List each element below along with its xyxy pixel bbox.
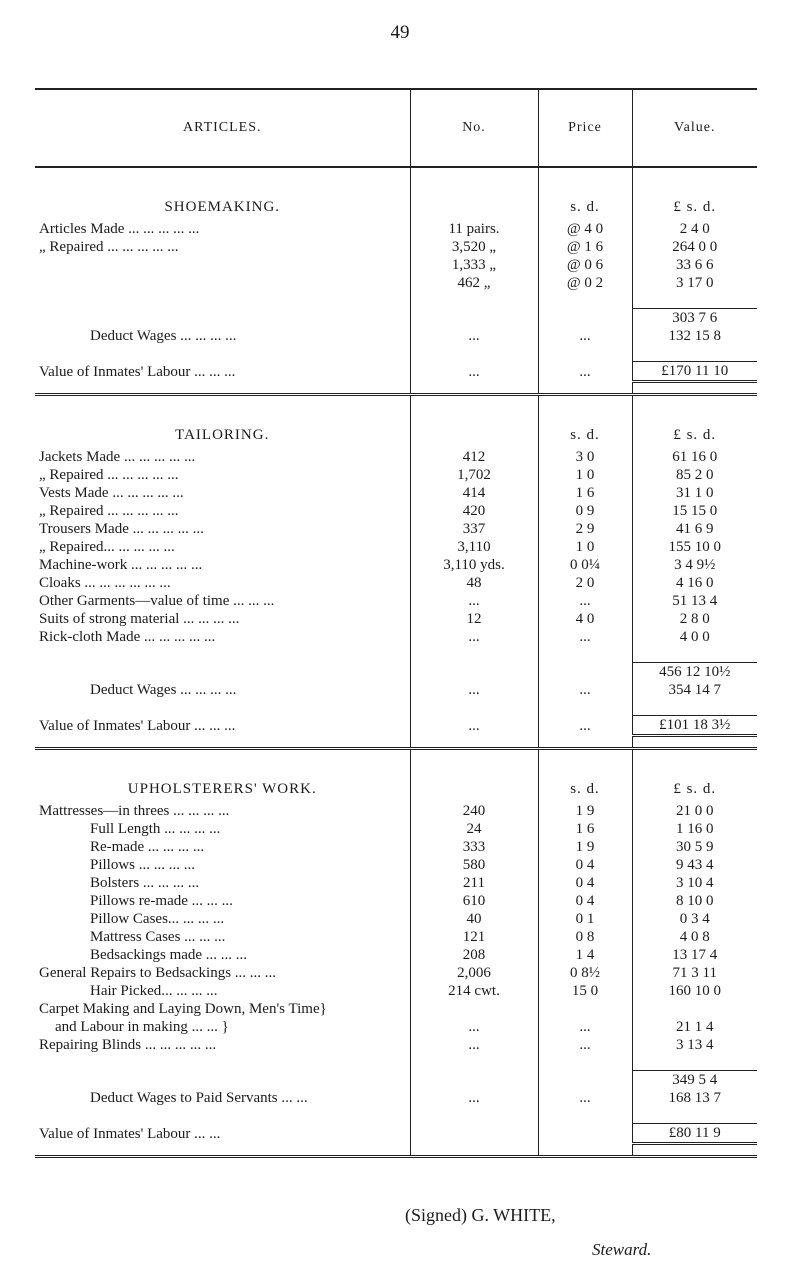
- price-cell: 0 8½: [538, 964, 632, 982]
- table-row: [35, 628, 757, 646]
- quantity-cell: 214 cwt.: [410, 982, 538, 1000]
- quantity-cell: 412: [410, 448, 538, 466]
- inmates-labour-row: [35, 1124, 757, 1144]
- deduct-value: 132 15 8: [632, 327, 757, 345]
- article-label: Jackets Made ... ... ... ... ...: [39, 449, 196, 465]
- table-row: [35, 892, 757, 910]
- value-cell: 2 4 0: [632, 220, 757, 238]
- quantity-cell: [410, 1000, 538, 1018]
- quantity-cell: 333: [410, 838, 538, 856]
- table-row: [35, 910, 757, 928]
- section-heading-row: [35, 167, 757, 220]
- article-label: Mattresses—in threes ... ... ... ...: [39, 803, 230, 819]
- article-label: Pillow Cases... ... ... ...: [90, 911, 225, 927]
- empty-cell: [410, 167, 538, 220]
- empty-cell: [538, 699, 632, 716]
- price-cell: 1 9: [538, 838, 632, 856]
- article-label: Other Garments—value of time ... ... ...: [39, 593, 275, 609]
- empty-cell: [538, 1107, 632, 1124]
- table-row: [35, 1000, 757, 1018]
- article-label: Full Length ... ... ... ...: [90, 821, 221, 837]
- table-row: [35, 484, 757, 502]
- empty-cell: [632, 699, 757, 716]
- empty-cell: [35, 345, 410, 362]
- value-units: £ s. d.: [632, 395, 757, 449]
- quantity-cell: ...: [410, 1036, 538, 1054]
- empty-cell: [35, 382, 410, 395]
- header-articles: ARTICLES.: [35, 89, 410, 167]
- empty-cell: [410, 736, 538, 749]
- quantity-cell: 420: [410, 502, 538, 520]
- table-row: [35, 220, 757, 238]
- deduct-price: ...: [538, 327, 632, 345]
- deduct-wages-label: Deduct Wages ... ... ... ...: [90, 682, 237, 698]
- article-label: Carpet Making and Laying Down, Men's Time}: [39, 1001, 327, 1017]
- empty-cell: [35, 1054, 410, 1071]
- section-heading-row: [35, 395, 757, 449]
- inmates-price: ...: [538, 716, 632, 736]
- table-row: [35, 466, 757, 484]
- price-cell: @ 4 0: [538, 220, 632, 238]
- inmates-no: [410, 1124, 538, 1144]
- value-cell: 13 17 4: [632, 946, 757, 964]
- quantity-cell: ...: [410, 1018, 538, 1036]
- spacer-row: [35, 345, 757, 362]
- price-cell: 0 0¼: [538, 556, 632, 574]
- value-cell: 3 13 4: [632, 1036, 757, 1054]
- section-title: TAILORING.: [175, 427, 270, 443]
- empty-cell: [538, 382, 632, 395]
- subtotal-value: 456 12 10½: [632, 663, 757, 682]
- empty-cell: [538, 345, 632, 362]
- quantity-cell: 208: [410, 946, 538, 964]
- price-cell: 1 6: [538, 820, 632, 838]
- empty-cell: [538, 1054, 632, 1071]
- inmates-labour-label: Value of Inmates' Labour ... ...: [39, 1125, 221, 1142]
- quantity-cell: ...: [410, 592, 538, 610]
- price-cell: 0 9: [538, 502, 632, 520]
- deduct-no: ...: [410, 681, 538, 699]
- quantity-cell: 580: [410, 856, 538, 874]
- value-cell: 61 16 0: [632, 448, 757, 466]
- table-row: [35, 256, 757, 274]
- empty-cell: [410, 1071, 538, 1090]
- empty-cell: [35, 663, 410, 682]
- value-cell: 4 0 8: [632, 928, 757, 946]
- empty-cell: [35, 646, 410, 663]
- empty-cell: [632, 736, 757, 749]
- price-cell: 2 0: [538, 574, 632, 592]
- article-label: Hair Picked... ... ... ...: [90, 983, 218, 999]
- value-cell: 8 10 0: [632, 892, 757, 910]
- header-value: Value.: [632, 89, 757, 167]
- inmates-no: ...: [410, 716, 538, 736]
- labour-value-table: [35, 88, 757, 1158]
- price-cell: ...: [538, 1018, 632, 1036]
- value-cell: 1 16 0: [632, 820, 757, 838]
- table-row: [35, 982, 757, 1000]
- value-cell: 160 10 0: [632, 982, 757, 1000]
- empty-cell: [632, 382, 757, 395]
- inmates-no: ...: [410, 362, 538, 382]
- price-cell: ...: [538, 1036, 632, 1054]
- price-cell: 4 0: [538, 610, 632, 628]
- header-no: No.: [410, 89, 538, 167]
- article-label: „ Repaired... ... ... ... ...: [39, 539, 175, 555]
- table-row: [35, 574, 757, 592]
- quantity-cell: 240: [410, 802, 538, 820]
- empty-cell: [632, 292, 757, 309]
- quantity-cell: 1,333 „: [410, 256, 538, 274]
- value-units: £ s. d.: [632, 167, 757, 220]
- quantity-cell: 610: [410, 892, 538, 910]
- empty-cell: [410, 292, 538, 309]
- article-label: Cloaks ... ... ... ... ... ...: [39, 575, 171, 591]
- empty-cell: [538, 1071, 632, 1090]
- empty-cell: [632, 1107, 757, 1124]
- quantity-cell: 11 pairs.: [410, 220, 538, 238]
- article-label: Bolsters ... ... ... ...: [90, 875, 200, 891]
- value-cell: 3 10 4: [632, 874, 757, 892]
- price-cell: 0 4: [538, 856, 632, 874]
- price-cell: ...: [538, 592, 632, 610]
- quantity-cell: 48: [410, 574, 538, 592]
- subtotal-row: [35, 309, 757, 328]
- empty-cell: [410, 1144, 538, 1157]
- price-cell: 15 0: [538, 982, 632, 1000]
- page-number: 49: [390, 22, 410, 43]
- empty-cell: [632, 1144, 757, 1157]
- price-cell: [538, 1000, 632, 1018]
- price-units: s. d.: [538, 167, 632, 220]
- price-cell: 1 9: [538, 802, 632, 820]
- empty-cell: [538, 292, 632, 309]
- spacer-row: [35, 1054, 757, 1071]
- empty-cell: [410, 345, 538, 362]
- quantity-cell: ...: [410, 628, 538, 646]
- value-cell: 85 2 0: [632, 466, 757, 484]
- value-units: £ s. d.: [632, 749, 757, 803]
- deduct-wages-row: [35, 327, 757, 345]
- quantity-cell: 211: [410, 874, 538, 892]
- section-divider: [35, 736, 757, 749]
- value-cell: 41 6 9: [632, 520, 757, 538]
- price-cell: ...: [538, 628, 632, 646]
- spacer-row: [35, 699, 757, 716]
- inmates-value: £101 18 3½: [632, 716, 757, 736]
- subtotal-row: [35, 1071, 757, 1090]
- empty-cell: [410, 646, 538, 663]
- empty-cell: [35, 736, 410, 749]
- quantity-cell: 12: [410, 610, 538, 628]
- quantity-cell: 1,702: [410, 466, 538, 484]
- table-row: [35, 856, 757, 874]
- deduct-wages-label: Deduct Wages to Paid Servants ... ...: [90, 1090, 308, 1106]
- empty-cell: [410, 395, 538, 449]
- value-cell: 3 17 0: [632, 274, 757, 292]
- table-row: [35, 964, 757, 982]
- value-cell: 0 3 4: [632, 910, 757, 928]
- price-cell: @ 1 6: [538, 238, 632, 256]
- empty-cell: [632, 646, 757, 663]
- value-cell: 4 16 0: [632, 574, 757, 592]
- price-cell: 0 1: [538, 910, 632, 928]
- spacer-row: [35, 1107, 757, 1124]
- quantity-cell: 3,520 „: [410, 238, 538, 256]
- quantity-cell: 2,006: [410, 964, 538, 982]
- price-cell: 0 8: [538, 928, 632, 946]
- table-row: [35, 1036, 757, 1054]
- empty-cell: [538, 309, 632, 328]
- article-label: [35, 256, 410, 274]
- article-label: General Repairs to Bedsackings ... ... ...: [39, 965, 277, 981]
- article-label: Rick-cloth Made ... ... ... ... ...: [39, 629, 216, 645]
- price-cell: 1 6: [538, 484, 632, 502]
- value-cell: 30 5 9: [632, 838, 757, 856]
- article-label: „ Repaired ... ... ... ... ...: [39, 467, 179, 483]
- value-cell: 15 15 0: [632, 502, 757, 520]
- spacer-row: [35, 646, 757, 663]
- article-label: „ Repaired ... ... ... ... ...: [39, 239, 179, 255]
- article-label: Repairing Blinds ... ... ... ... ...: [39, 1037, 217, 1053]
- price-cell: 2 9: [538, 520, 632, 538]
- empty-cell: [35, 1144, 410, 1157]
- price-units: s. d.: [538, 749, 632, 803]
- inmates-price: [538, 1124, 632, 1144]
- empty-cell: [410, 309, 538, 328]
- table-header-row: [35, 89, 757, 167]
- signature-title: Steward.: [592, 1240, 652, 1259]
- value-cell: 71 3 11: [632, 964, 757, 982]
- quantity-cell: 462 „: [410, 274, 538, 292]
- section-divider: [35, 382, 757, 395]
- inmates-labour-label: Value of Inmates' Labour ... ... ...: [39, 363, 236, 380]
- value-cell: 51 13 4: [632, 592, 757, 610]
- table-row: [35, 802, 757, 820]
- price-cell: 0 4: [538, 892, 632, 910]
- empty-cell: [35, 1107, 410, 1124]
- article-label: Mattress Cases ... ... ...: [90, 929, 226, 945]
- price-cell: @ 0 2: [538, 274, 632, 292]
- article-label: „ Repaired ... ... ... ... ...: [39, 503, 179, 519]
- deduct-wages-row: [35, 681, 757, 699]
- quantity-cell: 121: [410, 928, 538, 946]
- value-cell: 4 0 0: [632, 628, 757, 646]
- header-price: Price: [538, 89, 632, 167]
- price-cell: 0 4: [538, 874, 632, 892]
- price-cell: 1 0: [538, 538, 632, 556]
- empty-cell: [35, 699, 410, 716]
- table-row: [35, 928, 757, 946]
- quantity-cell: 337: [410, 520, 538, 538]
- value-cell: 155 10 0: [632, 538, 757, 556]
- inmates-labour-row: [35, 716, 757, 736]
- price-cell: 3 0: [538, 448, 632, 466]
- inmates-value: £170 11 10: [632, 362, 757, 382]
- empty-cell: [35, 309, 410, 328]
- empty-cell: [538, 646, 632, 663]
- value-cell: [632, 1000, 757, 1018]
- value-cell: 9 43 4: [632, 856, 757, 874]
- table-row: [35, 820, 757, 838]
- article-label: Pillows ... ... ... ...: [90, 857, 196, 873]
- table-row: [35, 874, 757, 892]
- empty-cell: [538, 1144, 632, 1157]
- deduct-value: 354 14 7: [632, 681, 757, 699]
- subtotal-value: 303 7 6: [632, 309, 757, 328]
- empty-cell: [538, 663, 632, 682]
- section-heading-row: [35, 749, 757, 803]
- subtotal-row: [35, 663, 757, 682]
- spacer-row: [35, 292, 757, 309]
- article-label: Pillows re-made ... ... ...: [90, 893, 233, 909]
- value-cell: 21 0 0: [632, 802, 757, 820]
- price-units: s. d.: [538, 395, 632, 449]
- value-cell: 31 1 0: [632, 484, 757, 502]
- price-cell: 1 4: [538, 946, 632, 964]
- value-cell: 3 4 9½: [632, 556, 757, 574]
- table-row: [35, 592, 757, 610]
- price-cell: 1 0: [538, 466, 632, 484]
- empty-cell: [538, 736, 632, 749]
- empty-cell: [410, 699, 538, 716]
- subtotal-value: 349 5 4: [632, 1071, 757, 1090]
- section-divider: [35, 1144, 757, 1157]
- article-label: [35, 274, 410, 292]
- table-row: [35, 556, 757, 574]
- article-label: Articles Made ... ... ... ... ...: [39, 221, 200, 237]
- table-row: [35, 520, 757, 538]
- value-cell: 2 8 0: [632, 610, 757, 628]
- section-title: SHOEMAKING.: [164, 199, 281, 215]
- empty-cell: [410, 382, 538, 395]
- table-row: [35, 274, 757, 292]
- empty-cell: [410, 1054, 538, 1071]
- article-label: Trousers Made ... ... ... ... ...: [39, 521, 204, 537]
- empty-cell: [35, 1071, 410, 1090]
- empty-cell: [632, 1054, 757, 1071]
- article-label: Bedsackings made ... ... ...: [90, 947, 248, 963]
- deduct-no: ...: [410, 1089, 538, 1107]
- article-label: Re-made ... ... ... ...: [90, 839, 205, 855]
- empty-cell: [410, 663, 538, 682]
- table-row: [35, 538, 757, 556]
- section-title: UPHOLSTERERS' WORK.: [127, 781, 317, 797]
- value-cell: 264 0 0: [632, 238, 757, 256]
- deduct-wages-row: [35, 1089, 757, 1107]
- table-row: [35, 1018, 757, 1036]
- table-row: [35, 610, 757, 628]
- quantity-cell: 414: [410, 484, 538, 502]
- deduct-no: ...: [410, 327, 538, 345]
- inmates-value: £80 11 9: [632, 1124, 757, 1144]
- table-row: [35, 448, 757, 466]
- value-cell: 21 1 4: [632, 1018, 757, 1036]
- deduct-price: ...: [538, 681, 632, 699]
- deduct-value: 168 13 7: [632, 1089, 757, 1107]
- article-label: Vests Made ... ... ... ... ...: [39, 485, 184, 501]
- empty-cell: [410, 749, 538, 803]
- inmates-labour-row: [35, 362, 757, 382]
- quantity-cell: 40: [410, 910, 538, 928]
- quantity-cell: 3,110: [410, 538, 538, 556]
- table-row: [35, 502, 757, 520]
- deduct-price: ...: [538, 1089, 632, 1107]
- empty-cell: [632, 345, 757, 362]
- empty-cell: [410, 1107, 538, 1124]
- empty-cell: [35, 292, 410, 309]
- signature-line: (Signed) G. WHITE,: [405, 1205, 556, 1225]
- quantity-cell: 3,110 yds.: [410, 556, 538, 574]
- article-label: Suits of strong material ... ... ... ...: [39, 611, 240, 627]
- quantity-cell: 24: [410, 820, 538, 838]
- inmates-labour-label: Value of Inmates' Labour ... ... ...: [39, 717, 236, 734]
- price-cell: @ 0 6: [538, 256, 632, 274]
- deduct-wages-label: Deduct Wages ... ... ... ...: [90, 328, 237, 344]
- article-label: and Labour in making ... ... }: [55, 1019, 229, 1035]
- value-cell: 33 6 6: [632, 256, 757, 274]
- table-row: [35, 946, 757, 964]
- article-label: Machine-work ... ... ... ... ...: [39, 557, 203, 573]
- table-row: [35, 838, 757, 856]
- table-row: [35, 238, 757, 256]
- inmates-price: ...: [538, 362, 632, 382]
